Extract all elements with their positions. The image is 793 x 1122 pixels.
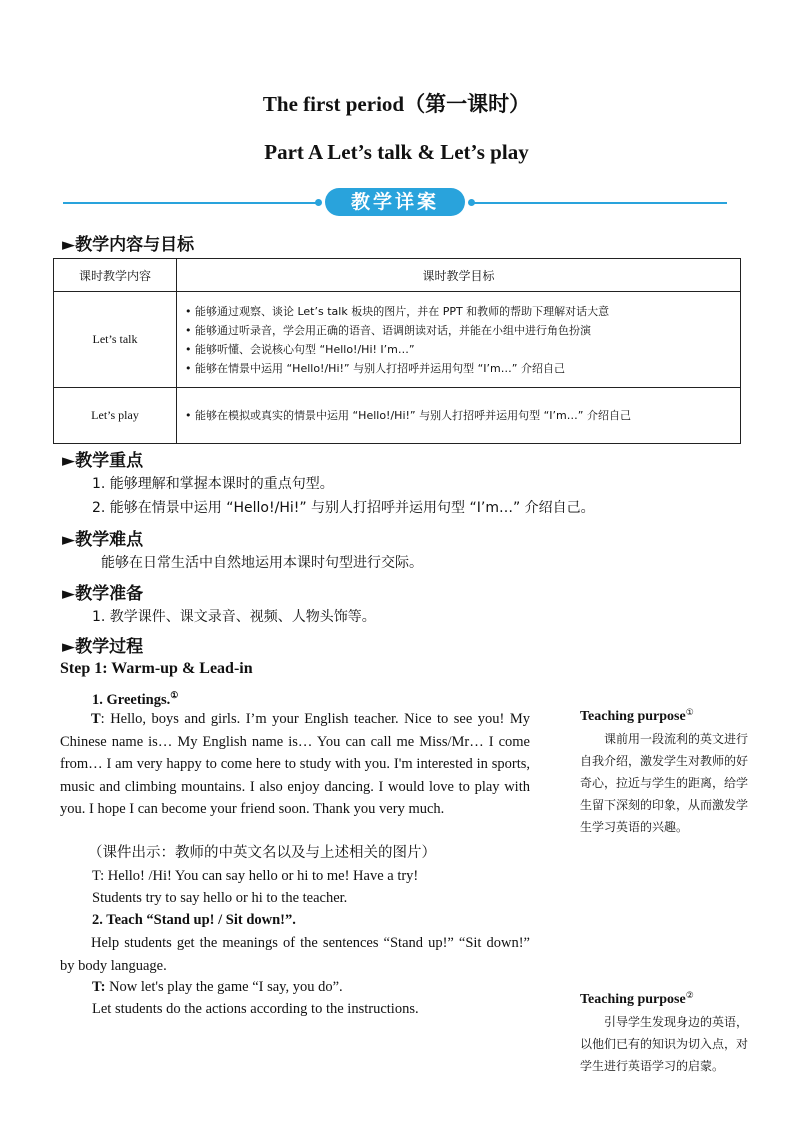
teacher-game-text: Now let's play the game “I say, you do”. — [105, 979, 343, 995]
teaching-purpose-2 — [580, 985, 750, 1077]
side-title: Teaching purpose — [580, 992, 686, 1007]
banner-dot-left — [315, 199, 322, 206]
footnote-mark: ① — [685, 708, 694, 718]
heading-prep: ►教学准备 — [62, 584, 144, 604]
teacher-hello: T: Hello! /Hi! You can say hello or hi to me! Have a try! — [92, 868, 419, 884]
table-cell-goals — [177, 292, 741, 388]
goal-item: • 能够通过听录音，学会用正确的语音、语调朗读对话，并能在小组中进行角色扮演 — [185, 323, 591, 337]
teacher-intro-paragraph — [60, 708, 530, 821]
teaching-purpose-1 — [580, 702, 750, 838]
let-students: Let students do the actions according to the instructions. — [92, 1001, 419, 1017]
speaker-label: T — [91, 711, 101, 727]
greetings-text: 1. Greetings. — [92, 691, 171, 708]
difficult-point: 能够在日常生活中自然地运用本课时句型进行交际。 — [101, 555, 423, 571]
footnote-mark: ② — [685, 991, 694, 1001]
greetings-heading — [92, 684, 178, 711]
courseware-note: （课件出示：教师的中英文名以及与上述相关的图片） — [88, 845, 436, 861]
page-subtitle: Part A Let’s talk & Let’s play — [264, 140, 529, 164]
heading-difficult: ►教学难点 — [62, 530, 144, 550]
heading-goals: ►教学内容与目标 — [62, 235, 195, 255]
page-title: The first period（第一课时） — [262, 92, 531, 116]
goals-table — [53, 258, 741, 444]
teacher-speech: : Hello, boys and girls. I’m your English teacher. Nice to see you! My Chinese name is… My English name is… You can call me Miss/Mr… I come from… I am very happy to come here to study with you. I'm interested in sports, music and climbing mountains. I also enjoy dancing. I would love to play with you. I hope I can become your friend soon. Thank you very much. — [60, 711, 530, 817]
side-text: 引导学生发现身边的英语，以他们已有的知识为切入点，对学生进行英语学习的启蒙。 — [580, 1015, 749, 1073]
banner-line-left — [63, 202, 321, 204]
step1-title: Step 1: Warm-up & Lead-in — [60, 660, 253, 677]
key-point-1: 1. 能够理解和掌握本课时的重点句型。 — [92, 476, 334, 492]
table-cell-content: Let’s play — [54, 388, 177, 444]
goal-item: • 能够听懂、会说核心句型 “Hello!/Hi! I’m…” — [185, 342, 415, 356]
heading-process: ►教学过程 — [62, 637, 144, 657]
goal-item: • 能够通过观察、谈论 Let’s talk 板块的图片，并在 PPT 和教师的帮助下理解对话大意 — [185, 304, 610, 318]
teacher-game — [92, 976, 343, 998]
goal-item: • 能够在模拟或真实的情景中运用 “Hello!/Hi!” 与别人打招呼并运用句型 “I’m…” 介绍自己 — [185, 409, 631, 422]
side-title: Teaching purpose — [580, 709, 686, 724]
speaker-label: T: — [92, 979, 106, 995]
students-try: Students try to say hello or hi to the teacher. — [92, 890, 348, 906]
teach-heading: 2. Teach “Stand up! / Sit down!”. — [92, 912, 296, 928]
help-paragraph: Help students get the meanings of the sentences “Stand up!” “Sit down!” by body language. — [60, 935, 530, 974]
banner-line-right — [469, 202, 727, 204]
goal-item: • 能够在情景中运用 “Hello!/Hi!” 与别人打招呼并运用句型 “I’m…” 介绍自己 — [185, 361, 565, 375]
table-header-content: 课时教学内容 — [54, 259, 177, 292]
table-cell-content: Let’s talk — [54, 292, 177, 388]
heading-key-points: ►教学重点 — [62, 451, 144, 471]
section-banner — [63, 188, 727, 218]
table-header-goals: 课时教学目标 — [177, 259, 741, 292]
table-cell-goals — [177, 388, 741, 444]
footnote-mark: ① — [170, 690, 179, 700]
side-text: 课前用一段流利的英文进行自我介绍，激发学生对教师的好奇心，拉近与学生的距离，给学生留下深刻的印象，从而激发学生学习英语的兴趣。 — [580, 732, 749, 834]
key-point-2: 2. 能够在情景中运用 “Hello!/Hi!” 与别人打招呼并运用句型 “I’m…” 介绍自己。 — [92, 500, 595, 516]
prep-item: 1. 教学课件、课文录音、视频、人物头饰等。 — [92, 609, 376, 625]
banner-label: 教学详案 — [325, 188, 465, 216]
